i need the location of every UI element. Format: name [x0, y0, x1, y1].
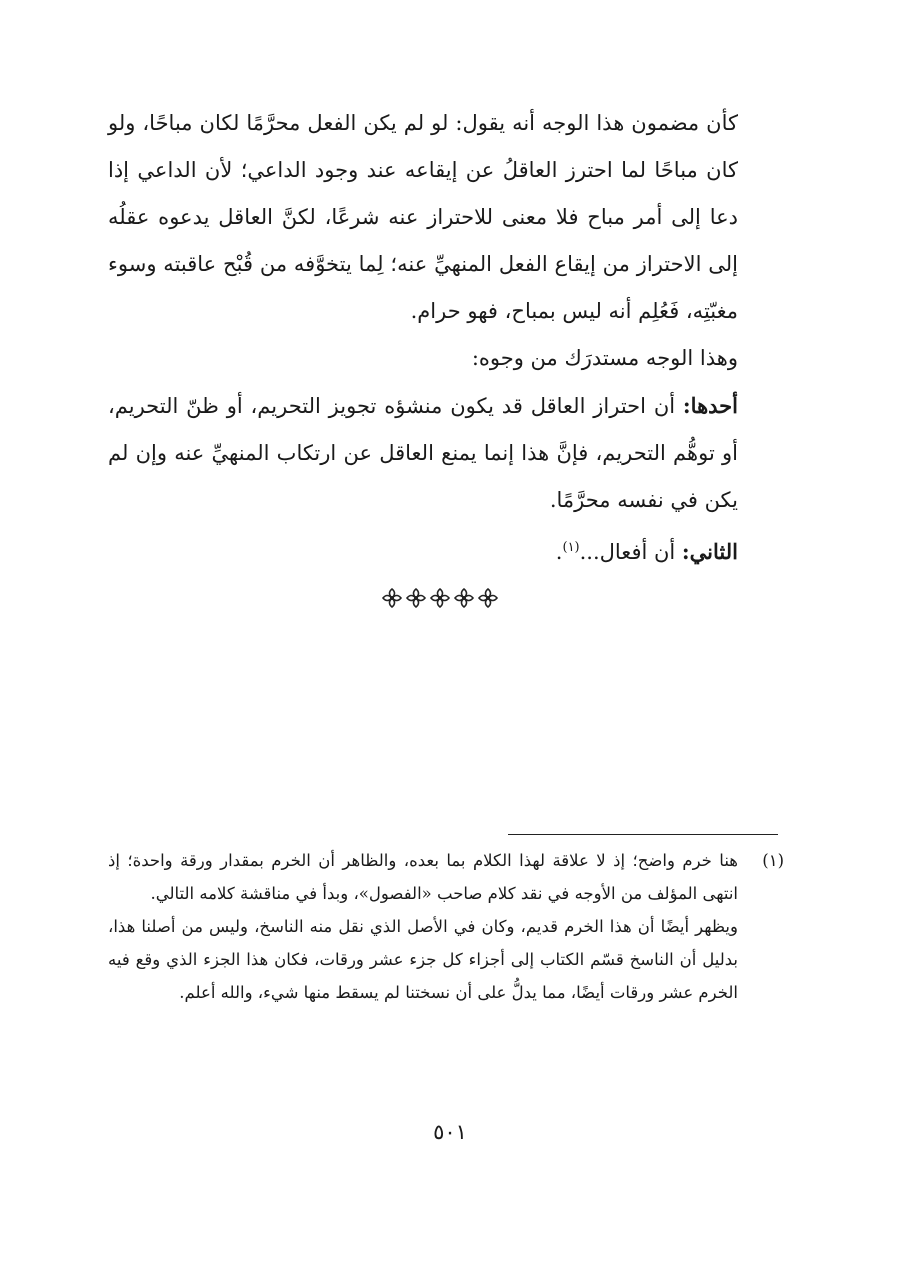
footnote-divider	[508, 834, 778, 835]
ornament-flower-icon	[453, 587, 475, 609]
paragraph-3-lead: أحدها:	[682, 393, 738, 418]
paragraph-3	[108, 382, 784, 524]
footnote-body	[108, 844, 738, 1009]
paragraph-3-text: أن احتراز العاقل قد يكون منشؤه تجويز التحريم، أو ظنّ التحريم، أو توهُّم التحريم، فإنَّ هذا إنما يمنع العاقل عن ارتكاب المنهيِّ عنه وإن لم يكن في نفسه محرَّمًا.	[108, 394, 738, 512]
footnote-1	[108, 844, 784, 1009]
paragraph-2: وهذا الوجه مستدرَك من وجوه:	[471, 346, 738, 370]
main-text	[108, 100, 784, 576]
paragraph-4-end: .	[555, 540, 563, 564]
ornament-flower-icon	[477, 587, 499, 609]
paragraph-1: كأن مضمون هذا الوجه أنه يقول: لو لم يكن الفعل محرَّمًا لكان مباحًا، ولو كان مباحًا لما احترز العاقلُ عن إيقاعه عند وجود الداعي؛ لأن الداعي إذا دعا إلى أمر مباح فلا معنى للاحتراز عنه شرعًا، لكنَّ العاقل يدعوه عقلُه إلى الاحتراز من إيقاع الفعل المنهيِّ عنه؛ لِما يتخوَّفه من قُبْح عاقبته وسوء مغبّتِه، فَعُلِم أنه ليس بمباح، فهو حرام.	[108, 111, 738, 323]
footnote-reference: (١)	[562, 540, 580, 555]
page-number: ٥٠١	[433, 1120, 467, 1144]
floral-ornament-icon	[380, 580, 500, 616]
ornament-flower-icon	[405, 587, 427, 609]
footnote-number: (١)	[762, 851, 784, 870]
paragraph-4-lead: الثاني:	[681, 539, 738, 564]
paragraph-4-text: أن أفعال...	[579, 540, 682, 564]
footnote-paragraph-1: هنا خرم واضح؛ إذ لا علاقة لهذا الكلام بما بعده، والظاهر أن الخرم بمقدار ورقة واحدة؛ إذ انتهى المؤلف من الأوجه في نقد كلام صاحب «الفصول»، وبدأ في مناقشة كلامه التالي.	[108, 851, 738, 903]
footnote-paragraph-2: ويظهر أيضًا أن هذا الخرم قديم، وكان في الأصل الذي نقل منه الناسخ، وليس من أصلنا هذا، بدليل أن الناسخ قسّم الكتاب إلى أجزاء كل جزء عشر ورقات، فكان هذا الجزء الذي وقع فيه الخرم عشر ورقات أيضًا، مما يدلُّ على أن نسختنا لم يسقط منها شيء، والله أعلم.	[108, 917, 738, 1002]
footnotes	[108, 844, 784, 1009]
ornament-flower-icon	[381, 587, 403, 609]
paragraph-4	[108, 524, 784, 576]
ornament-flower-icon	[429, 587, 451, 609]
